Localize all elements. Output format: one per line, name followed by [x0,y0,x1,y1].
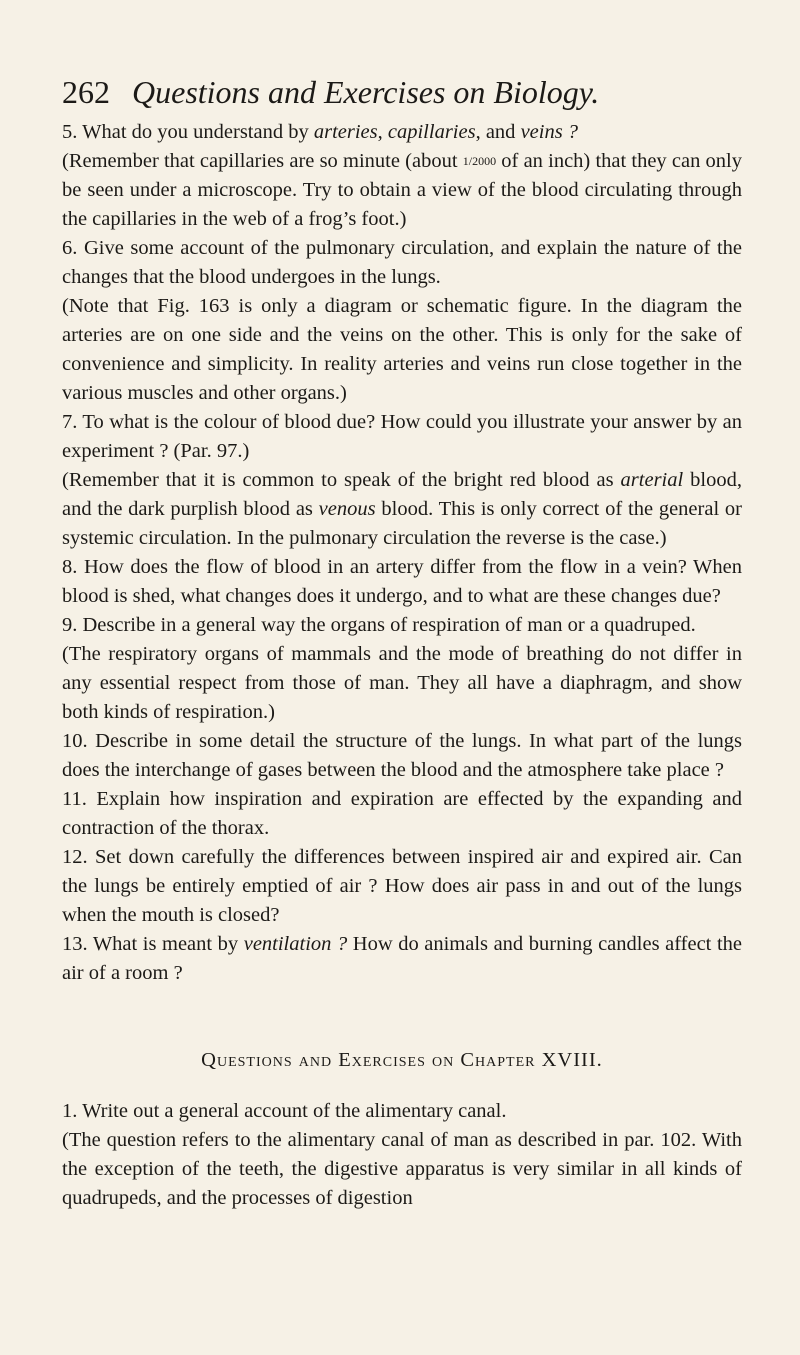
question-6-note: (Note that Fig. 163 is only a diagram or schematic figure. In the diagram the arteries are on one side and the veins on the other. This is only for the sake of convenience and simplicity. In reality arteries and veins run close together in the various muscles and other organs.) [62,295,742,404]
running-header [62,72,599,112]
question-12: 12. Set down carefully the differences between inspired air and expired air. Can the lungs be entirely emptied of air ? How does air pass in and out of the lungs when the mouth is closed? [62,846,742,926]
section-heading: Questions and Exercises on Chapter XVIII. [201,1049,603,1071]
question-8: 8. How does the flow of blood in an artery differ from the flow in a vein? When blood is shed, what changes does it undergo, and to what are these changes due? [62,556,742,607]
page-number: 262 [62,74,110,110]
question-9: 9. Describe in a general way the organs of respiration of man or a quadruped. [62,614,696,636]
question-7: 7. To what is the colour of blood due? How could you illustrate your answer by an experiment ? (Par. 97.) [62,411,742,462]
question-11: 11. Explain how inspiration and expiration are effected by the expanding and contraction of the thorax. [62,788,742,839]
running-title: Questions and Exercises on Biology. [132,74,600,110]
question-5: 5. What do you understand by arteries, capillaries, and veins ? [62,121,579,143]
question-7-note: (Remember that it is common to speak of the bright red blood as arterial blood, and the dark purplish blood as venous blood. This is only correct of the general or systemic circulation. In the pulmonary circulation the reverse is the case.) [62,469,742,549]
question-5-note: (Remember that capillaries are so minute (about 1/2000 of an inch) that they can only be seen under a microscope. Try to obtain a view of the blood circulating through the capillaries in the web of a frog’s foot.) [62,150,742,230]
chapter-18-question-1: 1. Write out a general account of the alimentary canal. [62,1100,507,1122]
question-13: 13. What is meant by ventilation ? How do animals and burning candles affect the air of a room ? [62,933,742,984]
chapter-18-question-1-note: (The question refers to the alimentary canal of man as described in par. 102. With the exception of the teeth, the digestive apparatus is very similar in all kinds of quadrupeds, and the processes of digestion [62,1129,742,1209]
question-10: 10. Describe in some detail the structure of the lungs. In what part of the lungs does the interchange of gases between the blood and the atmosphere take place ? [62,730,742,781]
question-9-note: (The respiratory organs of mammals and the mode of breathing do not differ in any essential respect from those of man. They all have a diaphragm, and show both kinds of respiration.) [62,643,742,723]
page-body [62,118,742,1213]
fraction: 1/2000 [462,154,497,168]
question-6: 6. Give some account of the pulmonary circulation, and explain the nature of the changes that the blood undergoes in the lungs. [62,237,742,288]
